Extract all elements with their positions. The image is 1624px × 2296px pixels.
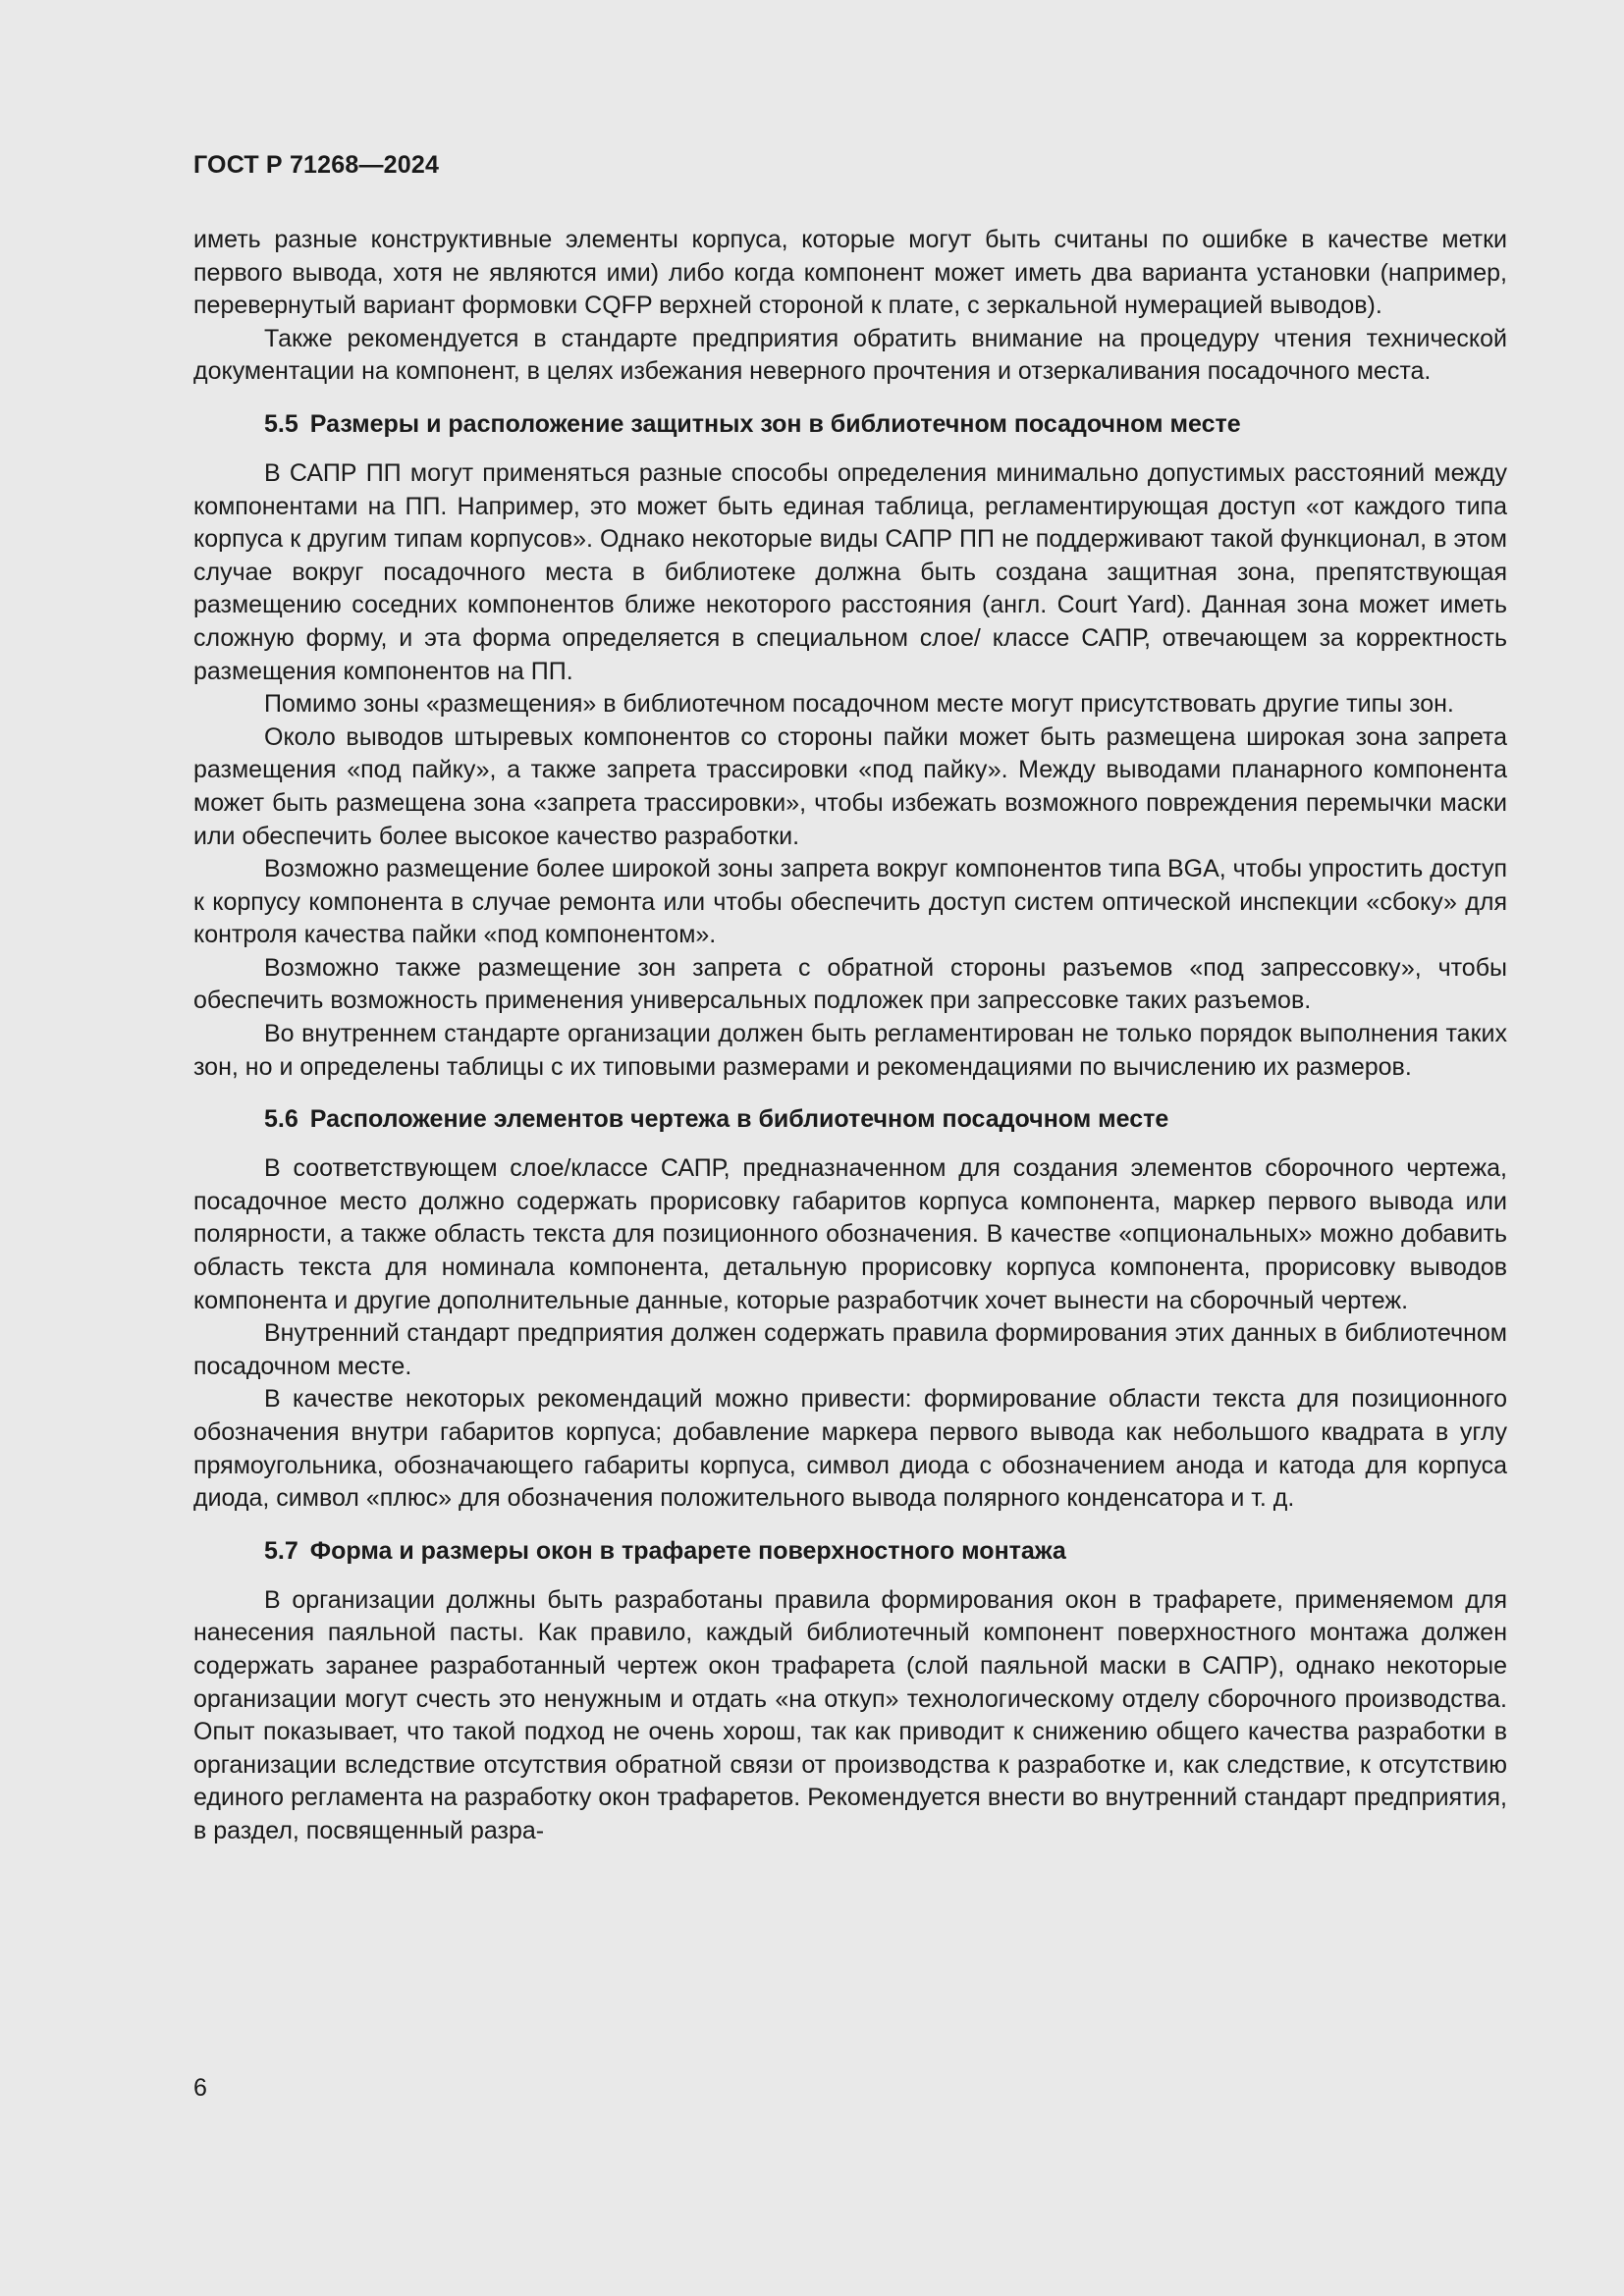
section-number: 5.5 — [264, 409, 298, 438]
section-number: 5.6 — [264, 1105, 298, 1134]
page-number: 6 — [193, 2074, 207, 2102]
section-title: Расположение элементов чертежа в библиотечном посадочном месте — [309, 1105, 1169, 1134]
section-paragraph: Возможно также размещение зон запрета с обратной стороны разъемов «под запрессовку», чтобы обеспечить возможность применения универсальных подложек при запрессовке таких разъемов. — [193, 953, 1507, 1015]
section-paragraph: В организации должны быть разработаны правила формирования окон в трафарете, применяемом для нанесения паяльной пасты. Как правило, каждый библиотечный компонент поверхностного монтажа должен содержать заранее разработанный чертеж окон трафарета (слой паяльной маски в САПР), однако некоторые организации могут счесть это ненужным и отдать «на откуп» технологическому отделу сборочного производства. Опыт показывает, что такой подход не очень хорош, так как приводит к снижению общего качества разработки в организации вследствие отсутствия обратной связи от производства к разработке и, как следствие, к отсутствию единого регламента на разработку окон трафаретов. Рекомендуется внести во внутренний стандарт предприятия, в раздел, посвященный разра- — [193, 1585, 1507, 1844]
section-number: 5.7 — [264, 1536, 298, 1565]
section-paragraph: Во внутреннем стандарте организации должен быть регламентирован не только порядок выполнения таких зон, но и определены таблицы с их типовыми размерами и рекомендациями по вычислению их размеров. — [193, 1020, 1507, 1081]
section-5-5 — [193, 408, 1507, 1084]
intro-block — [193, 224, 1507, 389]
section-title: Форма и размеры окон в трафарете поверхностного монтажа — [309, 1536, 1066, 1565]
section-heading — [264, 408, 1507, 441]
section-title: Размеры и расположение защитных зон в библиотечном посадочном месте — [309, 409, 1241, 438]
section-paragraph: Внутренний стандарт предприятия должен содержать правила формирования этих данных в библиотечном посадочном месте. — [193, 1319, 1507, 1380]
section-5-6 — [193, 1103, 1507, 1516]
section-heading — [264, 1535, 1507, 1568]
section-paragraph: Возможно размещение более широкой зоны запрета вокруг компонентов типа BGA, чтобы упростить доступ к корпусу компонента в случае ремонта или чтобы обеспечить доступ систем оптической инспекции «сбоку» для контроля качества пайки «под компонентом». — [193, 855, 1507, 949]
section-5-7 — [193, 1535, 1507, 1848]
document-page — [193, 147, 1507, 1848]
section-paragraph: В соответствующем слое/классе САПР, предназначенном для создания элементов сборочного чертежа, посадочное место должно содержать прорисовку габаритов корпуса компонента, маркер первого вывода или полярности, а также область текста для позиционного обозначения. В качестве «опциональных» можно добавить область текста для номинала компонента, детальную прорисовку корпуса компонента, прорисовку выводов компонента и другие дополнительные данные, которые разработчик хочет вынести на сборочный чертеж. — [193, 1154, 1507, 1314]
document-code-header: ГОСТ Р 71268—2024 — [193, 151, 440, 179]
intro-paragraph: иметь разные конструктивные элементы корпуса, которые могут быть считаны по ошибке в качестве метки первого вывода, хотя не являются ими) либо когда компонент может иметь два варианта установки (например, перевернутый вариант формовки CQFP верхней стороной к плате, с зеркальной нумерацией выводов). — [193, 226, 1507, 320]
section-heading — [264, 1103, 1507, 1136]
section-paragraph: В САПР ПП могут применяться разные способы определения минимально допустимых расстояний между компонентами на ПП. Например, это может быть единая таблица, регламентирующая доступ «от каждого типа корпуса к другим типам корпусов». Однако некоторые виды САПР ПП не поддерживают такой функционал, в этом случае вокруг посадочного места в библиотеке должна быть создана защитная зона, препятствующая размещению соседних компонентов ближе некоторого расстояния (англ. Court Yard). Данная зона может иметь сложную форму, и эта форма определяется в специальном слое/ классе САПР, отвечающем за корректность размещения компонентов на ПП. — [193, 458, 1507, 685]
section-paragraph: Помимо зоны «размещения» в библиотечном посадочном месте могут присутствовать другие типы зон. — [264, 690, 1454, 719]
section-paragraph: В качестве некоторых рекомендаций можно привести: формирование области текста для позиционного обозначения внутри габаритов корпуса; добавление маркера первого вывода как небольшого квадрата в углу прямоугольника, обозначающего габариты корпуса, символ диода с обозначением анода и катода для корпуса диода, символ «плюс» для обозначения положительного вывода полярного конденсатора и т. д. — [193, 1385, 1507, 1513]
intro-paragraph: Также рекомендуется в стандарте предприятия обратить внимание на процедуру чтения технической документации на компонент, в целях избежания неверного прочтения и отзеркаливания посадочного места. — [193, 324, 1507, 386]
section-paragraph: Около выводов штыревых компонентов со стороны пайки может быть размещена широкая зона запрета размещения «под пайку», а также запрета трассировки «под пайку». Между выводами планарного компонента может быть размещена зона «запрета трассировки», чтобы избежать возможного повреждения перемычки маски или обеспечить более высокое качество разработки. — [193, 722, 1507, 850]
